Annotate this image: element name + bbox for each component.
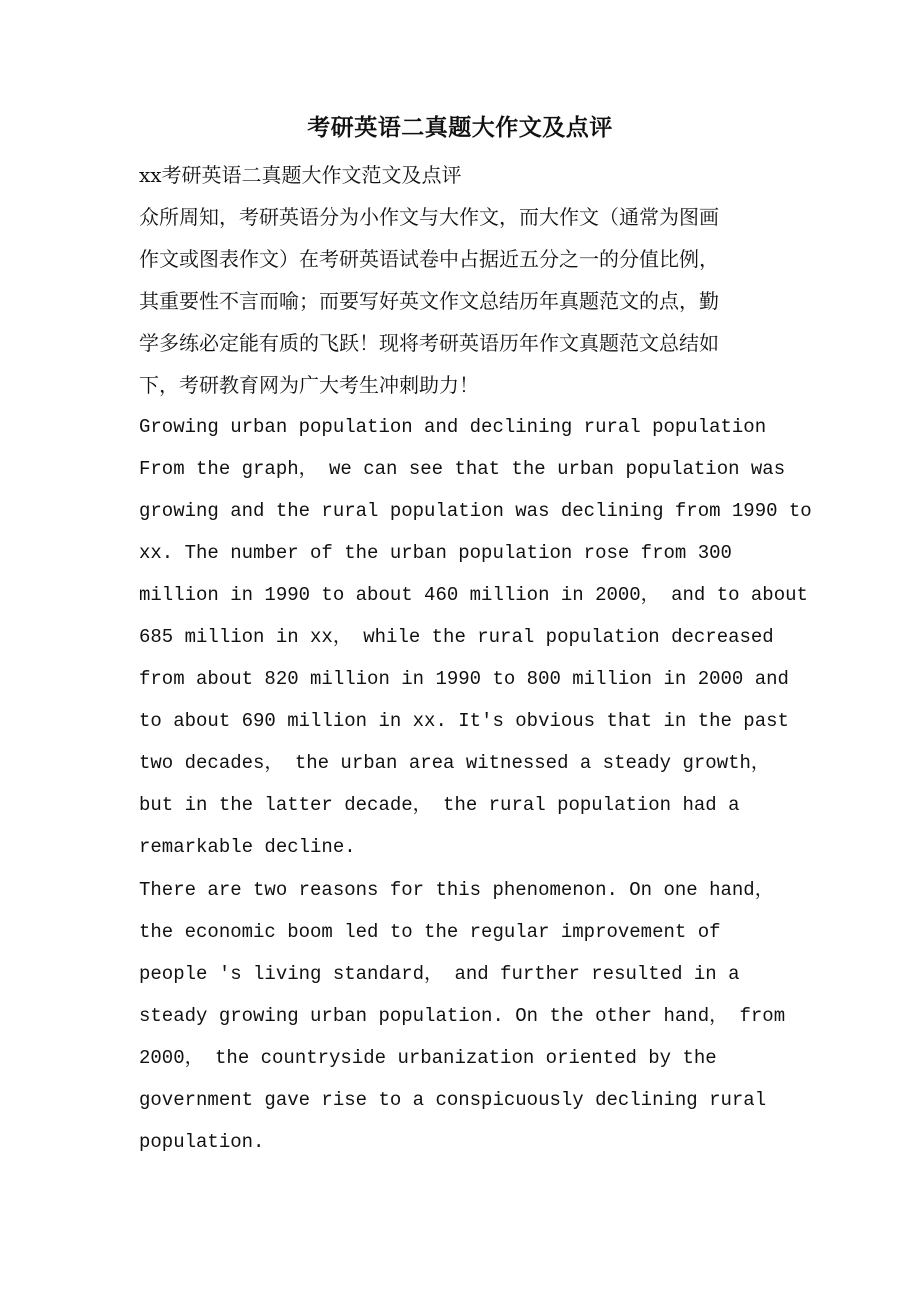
paragraph-line: to about 690 million in xx. It's obvious that in the past	[139, 710, 789, 732]
paragraph-line: people 's living standard， and further resulted in a	[139, 963, 740, 985]
paragraph-line: xx. The number of the urban population rose from 300	[139, 542, 732, 564]
intro-paragraph	[139, 196, 779, 406]
paragraph-line: 685 million in xx， while the rural population decreased	[139, 626, 774, 648]
paragraph-line: but in the latter decade， the rural population had a	[139, 794, 740, 816]
paragraph-line: 2000， the countryside urbanization oriented by the	[139, 1047, 717, 1069]
document-subtitle: xx考研英语二真题大作文范文及点评	[139, 163, 462, 187]
paragraph-line: two decades， the urban area witnessed a steady growth，	[139, 752, 770, 774]
essay-title: Growing urban population and declining rural population	[139, 416, 767, 438]
paragraph-line: There are two reasons for this phenomenon. On one hand，	[139, 879, 774, 901]
paragraph-line: government gave rise to a conspicuously declining rural	[139, 1089, 767, 1111]
paragraph-line: population.	[139, 1131, 265, 1153]
intro-line: 作文或图表作文）在考研英语试卷中占据近五分之一的分值比例，	[139, 247, 719, 271]
paragraph-line: from about 820 million in 1990 to 800 million in 2000 and	[139, 668, 789, 690]
intro-line: 其重要性不言而喻；而要写好英文作文总结历年真题范文的点，勤	[139, 289, 719, 313]
intro-line: 学多练必定能有质的飞跃！现将考研英语历年作文真题范文总结如	[139, 331, 719, 355]
essay-paragraph-2	[139, 869, 789, 1163]
paragraph-line: growing and the rural population was declining from 1990 to	[139, 500, 812, 522]
paragraph-line: million in 1990 to about 460 million in 2000， and to about	[139, 584, 808, 606]
intro-line: 众所周知，考研英语分为小作文与大作文，而大作文（通常为图画	[139, 205, 719, 229]
paragraph-line: steady growing urban population. On the other hand， from	[139, 1005, 786, 1027]
document-title: 考研英语二真题大作文及点评	[307, 114, 613, 141]
paragraph-line: the economic boom led to the regular improvement of	[139, 921, 721, 943]
intro-line: 下，考研教育网为广大考生冲刺助力！	[139, 373, 479, 397]
essay-paragraph-1	[139, 448, 812, 868]
paragraph-line: From the graph， we can see that the urban population was	[139, 458, 786, 480]
paragraph-line: remarkable decline.	[139, 836, 356, 858]
